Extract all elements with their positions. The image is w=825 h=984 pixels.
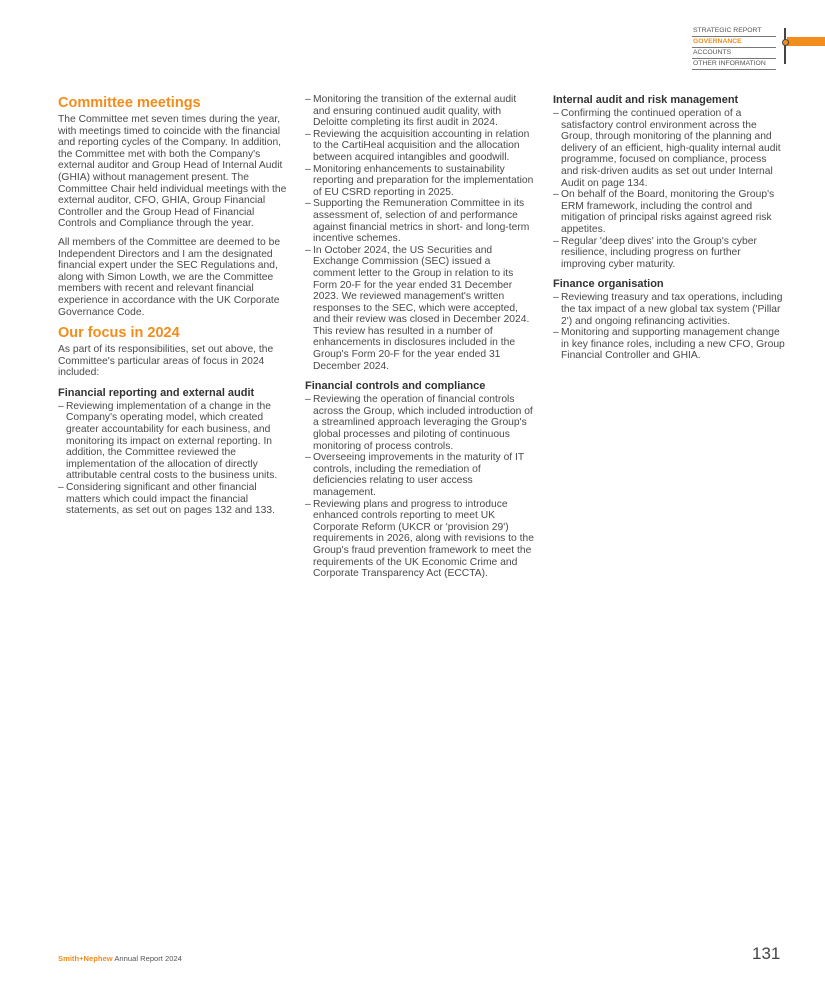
section-nav (692, 26, 776, 70)
subheading-finance-organisation: Finance organisation (553, 278, 664, 291)
column-3 (553, 94, 785, 362)
list-item: – Reviewing implementation of a change in the Company's operating model, which created greater accountability for each business, and monitoring its impact on external reporting. In addition, the Committee reviewed the implementation of the allocation of directly attributable central costs to the business units. (58, 401, 291, 482)
report-title: Annual Report 2024 (114, 954, 182, 963)
list-item: – Reviewing treasury and tax operations, including the tax impact of a new global tax system ('Pillar 2') and ongoing refinancing activities. (553, 292, 785, 327)
nav-governance[interactable]: GOVERNANCE (692, 37, 776, 48)
nav-active-dot-icon (782, 39, 789, 46)
paragraph-focus-intro: As part of its responsibilities, set out above, the Committee's particular areas of focus in 2024 included: (58, 344, 274, 379)
paragraph-meetings: The Committee met seven times during the year, with meetings timed to coincide with the financial and reporting cycles of the Company. In addition, the Committee met with both the Company's external auditor and Group Head of Internal Audit (GHIA) without management present. The Committee Chair held individual meetings with the external auditor, CFO, GHIA, Group Financial Controller and the Group Head of Financial Controls and Compliance through the year. (58, 114, 287, 230)
list-financial-reporting (58, 401, 291, 517)
heading-committee-meetings: Committee meetings (58, 95, 201, 111)
list-item: – In October 2024, the US Securities and Exchange Commission (SEC) issued a comment letter to the Group in relation to its Form 20-F for the year ended 31 December 2023. We reviewed management's written responses to the SEC, which were accepted, and their review was closed in December 2024. This review has resulted in a number of enhancements in disclosures included in the Group's Form 20-F for the year ended 31 December 2024. (305, 245, 535, 373)
list-internal-audit (553, 108, 785, 270)
nav-accounts[interactable]: ACCOUNTS (692, 48, 776, 59)
nav-indicator-line (784, 28, 786, 64)
subheading-financial-controls: Financial controls and compliance (305, 380, 486, 393)
list-item: – Considering significant and other financial matters which could impact the financial statements, as set out on pages 132 and 133. (58, 482, 291, 517)
nav-strategic-report[interactable]: STRATEGIC REPORT (692, 26, 776, 37)
page-number: 131 (752, 944, 781, 963)
list-item: – Monitoring enhancements to sustainability reporting and preparation for the implementation of EU CSRD reporting in 2025. (305, 164, 535, 199)
list-item: – Reviewing the acquisition accounting in relation to the CartiHeal acquisition and the allocation between acquired intangibles and goodwill. (305, 129, 535, 164)
heading-our-focus: Our focus in 2024 (58, 325, 180, 342)
list-financial-reporting-continued (305, 94, 535, 372)
list-item: – Supporting the Remuneration Committee in its assessment of, selection of and performance against financial metrics in short- and long-term incentive schemes. (305, 198, 535, 244)
column-1 (58, 94, 291, 517)
footer (58, 954, 182, 963)
subheading-internal-audit: Internal audit and risk management (553, 94, 739, 106)
list-finance-organisation (553, 292, 785, 362)
brand-name: Smith+Nephew (58, 954, 113, 963)
list-item: – Monitoring the transition of the external audit and ensuring continued audit quality, with Deloitte completing its first audit in 2024. (305, 94, 535, 129)
list-financial-controls (305, 394, 535, 580)
list-item: – Reviewing the operation of financial controls across the Group, which included introduction of a streamlined approach leveraging the Group's global processes and piloting of continuous monitoring of process controls. (305, 394, 535, 452)
list-item: – Overseeing improvements in the maturity of IT controls, including the remediation of deficiencies relating to user access management. (305, 452, 535, 498)
list-item: – Regular 'deep dives' into the Group's cyber resilience, including progress on further improving cyber maturity. (553, 236, 785, 271)
list-item: – Reviewing plans and progress to introduce enhanced controls reporting to meet UK Corporate Reform (UKCR or 'provision 29') requirements in 2026, along with revisions to the Group's fraud prevention framework to meet the requirements of the UK Economic Crime and Corporate Transparency Act (ECCTA). (305, 499, 535, 580)
paragraph-members: All members of the Committee are deemed to be Independent Directors and I am the designated financial expert under the SEC Regulations and, along with Simon Lowth, we are the Committee members with recent and relevant financial experience in accordance with the UK Corporate Governance Code. (58, 236, 281, 318)
list-item: – On behalf of the Board, monitoring the Group's ERM framework, including the control and mitigation of principal risks against agreed risk appetites. (553, 189, 785, 235)
list-item: – Monitoring and supporting management change in key finance roles, including a new CFO, Group Financial Controller and GHIA. (553, 327, 785, 362)
nav-active-tab-marker (787, 37, 825, 46)
subheading-financial-reporting: Financial reporting and external audit (58, 386, 255, 399)
list-item: – Confirming the continued operation of a satisfactory control environment across the Group, through monitoring of the planning and delivery of an efficient, high-quality internal audit programme, focused on compliance, process and risk-driven audits as set out under Internal Audit on page 134. (553, 108, 785, 189)
column-2 (305, 94, 535, 580)
nav-other-information[interactable]: OTHER INFORMATION (692, 59, 776, 70)
